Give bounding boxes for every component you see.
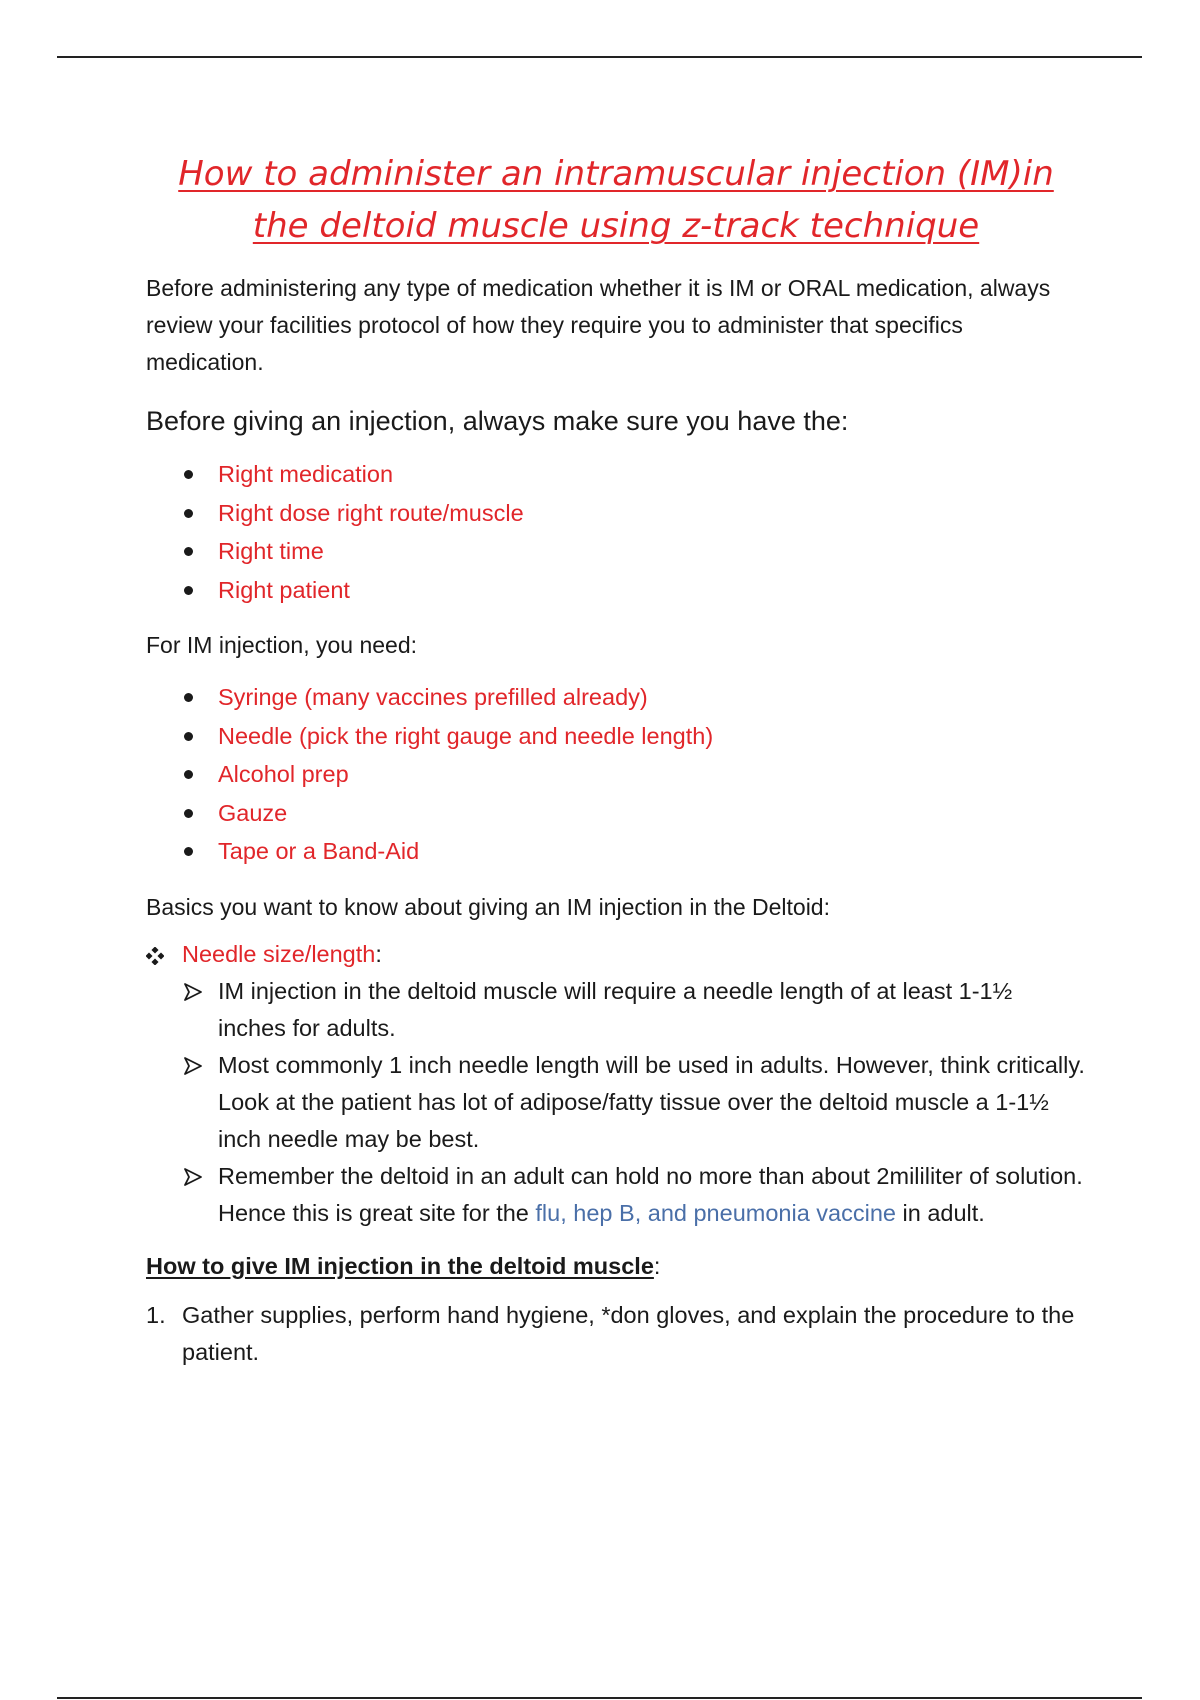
needle-size-section: [146, 936, 1086, 973]
howto-heading-text: How to give IM injection in the deltoid muscle: [146, 1252, 654, 1279]
list-item: Needle (pick the right gauge and needle length): [146, 717, 1086, 756]
needle-point-text: Most commonly 1 inch needle length will be used in adults. However, think critically. Look at the patient has lot of adipose/fatty tissue over the deltoid muscle a 1-1½ inch needle may be best.: [218, 1051, 1085, 1152]
list-item: Right dose right route/muscle: [146, 494, 1086, 533]
arrow-bullet-icon: [184, 1168, 202, 1186]
needle-size-colon: :: [375, 940, 382, 967]
basics-heading: Basics you want to know about giving an IM injection in the Deltoid:: [146, 893, 830, 920]
rights-list: [146, 455, 1086, 609]
bottom-rule: [57, 1697, 1142, 1699]
needle-point-text: IM injection in the deltoid muscle will require a needle length of at least 1-1½ inches for adults.: [218, 977, 1013, 1041]
list-item: Syringe (many vaccines prefilled already): [146, 678, 1086, 717]
list-item: Right patient: [146, 571, 1086, 610]
list-item: [146, 1297, 1086, 1371]
document-page: [146, 148, 1086, 1371]
list-item: [146, 1047, 1086, 1158]
needle-size-label: Needle size/length: [182, 940, 376, 967]
list-item: Tape or a Band-Aid: [146, 832, 1086, 871]
step-number: 1.: [146, 1301, 166, 1328]
needle-point-text: Remember the deltoid in an adult can hold no more than about 2mililiter of solution. Hence this is great site for the: [218, 1162, 1083, 1226]
list-item: [146, 1158, 1086, 1232]
four-diamond-bullet-icon: [146, 947, 164, 965]
rights-heading: Before giving an injection, always make sure you have the:: [146, 406, 849, 436]
needle-point-text-end: in adult.: [895, 1199, 985, 1226]
list-item: Right medication: [146, 455, 1086, 494]
howto-heading: [146, 1248, 1086, 1285]
supplies-list: [146, 678, 1086, 871]
intro-paragraph: Before administering any type of medication whether it is IM or ORAL medication, always review your facilities protocol of how they require you to administer that specifics medication.: [146, 275, 1051, 375]
list-item: [146, 973, 1086, 1047]
document-title: How to administer an intramuscular injection (IM)in the deltoid muscle using z-track technique: [178, 154, 1054, 246]
top-rule: [57, 56, 1142, 58]
list-item: Right time: [146, 532, 1086, 571]
list-item: Gauze: [146, 794, 1086, 833]
arrow-bullet-icon: [184, 1057, 202, 1075]
step-text: Gather supplies, perform hand hygiene, *don gloves, and explain the procedure to the patient.: [182, 1301, 1075, 1365]
vaccine-highlight: flu, hep B, and pneumonia vaccine: [535, 1199, 896, 1226]
supplies-heading: For IM injection, you need:: [146, 632, 418, 658]
arrow-bullet-icon: [184, 983, 202, 1001]
list-item: Alcohol prep: [146, 755, 1086, 794]
howto-heading-colon: :: [653, 1252, 661, 1279]
needle-points-list: [146, 973, 1086, 1232]
steps-list: [146, 1297, 1086, 1371]
